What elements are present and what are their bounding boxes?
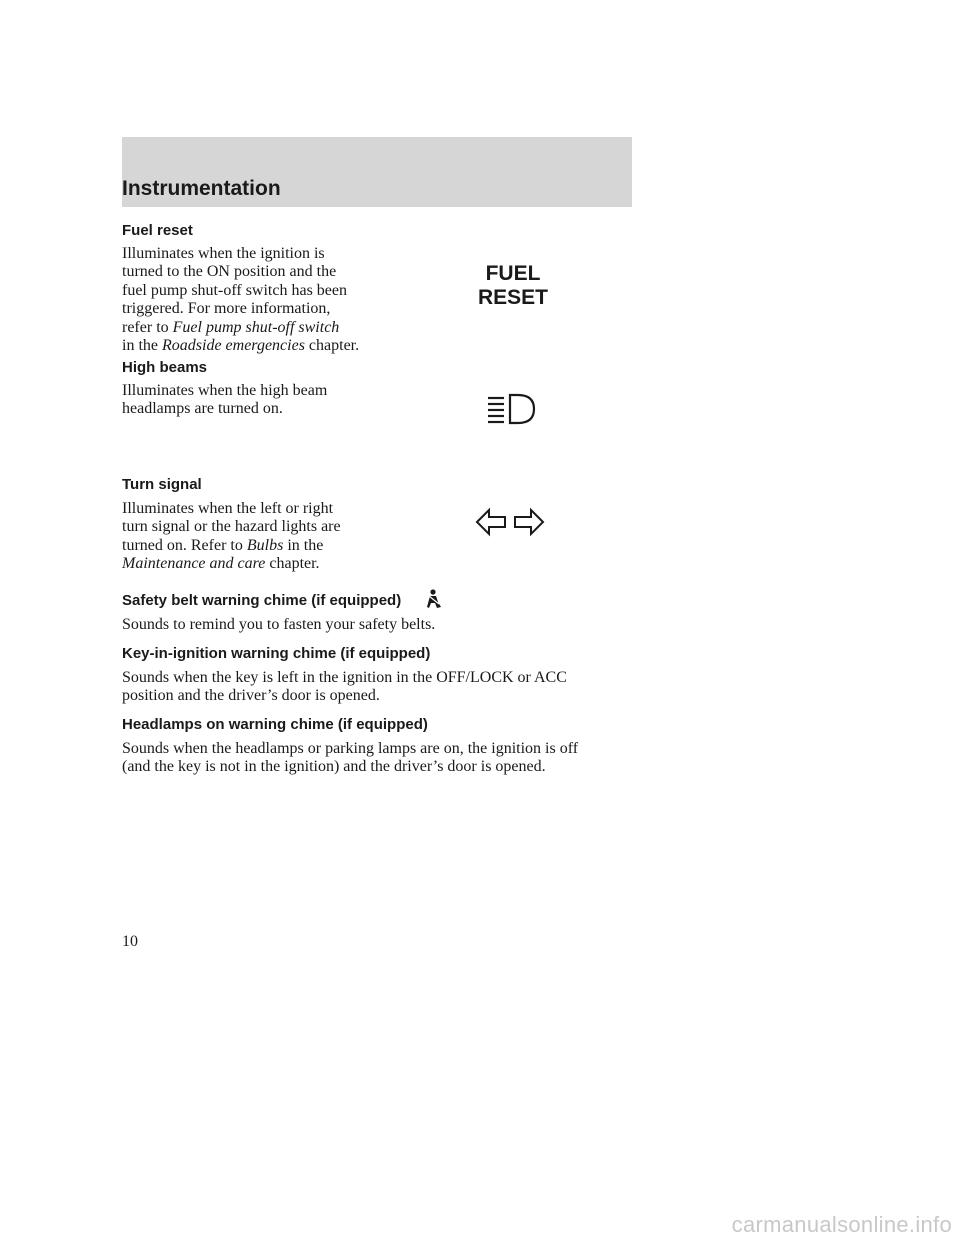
high-beams-description: Illuminates when the high beam headlamps are turned on. [122, 382, 328, 418]
headlamps-on-description: Sounds when the headlamps or parking lamps are on, the ignition is off (and the key is not in the ignition) and the driver’s door is opened. [122, 740, 579, 776]
safety-belt-icon [426, 589, 442, 609]
turn-signal-description: Illuminates when the left or right turn signal or the hazard lights are turned on. Refer to Bulbs in the Maintenance and care chapter. [122, 500, 341, 573]
watermark: carmanualsonline.info [731, 1212, 952, 1237]
key-in-ignition-heading: Key-in-ignition warning chime (if equipped) [122, 645, 431, 662]
headlamps-on-heading: Headlamps on warning chime (if equipped) [122, 716, 428, 733]
chapter-title: Instrumentation [122, 177, 281, 200]
key-in-ignition-description: Sounds when the key is left in the ignition in the OFF/LOCK or ACC position and the driver’s door is opened. [122, 669, 567, 705]
turn-signal-heading: Turn signal [122, 476, 202, 493]
high-beam-icon [484, 392, 540, 428]
fuel-reset-description: Illuminates when the ignition is turned to the ON position and the fuel pump shut-off switch has been triggered. For more information, refer to Fuel pump shut-off switch in the Roadside emergencies chapter. [122, 245, 360, 355]
page-number: 10 [122, 933, 138, 950]
fuel-reset-indicator-icon: FUEL RESET [477, 262, 548, 309]
fuel-reset-heading: Fuel reset [122, 222, 193, 239]
chapter-header [122, 137, 632, 207]
maintenance-care-reference: Maintenance and care [122, 555, 266, 573]
safety-belt-heading: Safety belt warning chime (if equipped) [122, 592, 402, 609]
safety-belt-description: Sounds to remind you to fasten your safety belts. [122, 616, 436, 633]
high-beams-heading: High beams [122, 359, 208, 376]
roadside-emergencies-reference: Roadside emergencies [162, 337, 305, 355]
bulbs-reference: Bulbs [246, 536, 284, 554]
turn-signal-arrows-icon [474, 506, 546, 538]
fuel-pump-switch-reference: Fuel pump shut-off switch [172, 318, 340, 336]
